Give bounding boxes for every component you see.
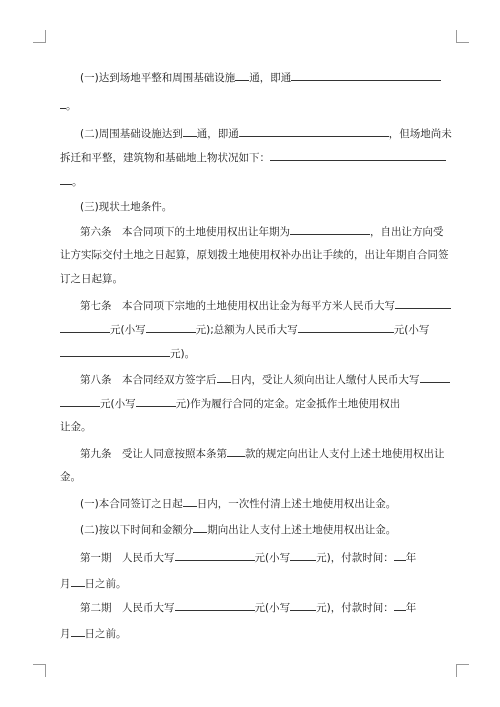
- clause-line: [60, 272, 123, 286]
- blank-field: [290, 600, 316, 611]
- clause-text: 月: [60, 578, 71, 590]
- clause-text: (二)周围基础设施达到: [80, 128, 183, 140]
- clause-text: 日内，一次性付清上述土地使用权出让金。: [196, 498, 397, 510]
- clause-text: 金。: [60, 471, 81, 483]
- clause-text: 第六条 本合同项下的土地使用权出让年期为: [80, 226, 290, 238]
- clause-line: [60, 322, 429, 336]
- clause-text: 元(小写: [254, 552, 291, 564]
- clause-text: 元)，付款时间：: [316, 602, 394, 614]
- clause-text: 元(小写: [100, 398, 136, 410]
- blank-field: [227, 446, 245, 457]
- crop-mark-bottom-right: [456, 664, 469, 677]
- clause-text: (三)现状土地条件。: [80, 201, 173, 213]
- blank-field: [60, 396, 100, 407]
- clause-text: 让金。: [60, 421, 92, 433]
- clause-text: 元)，付款时间：: [316, 552, 394, 564]
- clause-line: [80, 496, 396, 510]
- clause-text: 期向出让人支付上述土地使用权出让金。: [207, 524, 397, 536]
- blank-field: [290, 224, 370, 235]
- blank-field: [60, 174, 72, 185]
- clause-line: [60, 576, 127, 590]
- clause-text: 第八条 本合同经双方签字后: [80, 374, 217, 386]
- clause-line: [80, 224, 444, 238]
- clause-text: 元(小写: [393, 324, 430, 336]
- blank-field: [175, 550, 255, 561]
- clause-text: 。: [66, 100, 77, 112]
- clause-line: [80, 522, 396, 536]
- blank-field: [394, 600, 406, 611]
- clause-line: [60, 396, 400, 410]
- clause-text: 元(小写: [254, 602, 291, 614]
- crop-mark-top-right: [456, 30, 469, 43]
- blank-field: [175, 600, 255, 611]
- clause-text: (一)本合同签订之日起: [80, 498, 183, 510]
- clause-text: 日之前。: [84, 578, 127, 590]
- blank-field: [235, 70, 249, 81]
- clause-text: 第一期 人民币大写: [80, 552, 175, 564]
- clause-text: (二)按以下时间和金额分: [80, 524, 194, 536]
- blank-field: [239, 126, 389, 137]
- clause-line: [80, 550, 416, 564]
- clause-line: [60, 346, 195, 360]
- clause-line: [60, 150, 446, 164]
- clause-line: [60, 98, 77, 112]
- clause-line: [80, 200, 172, 214]
- blank-field: [217, 372, 231, 383]
- blank-field: [290, 550, 316, 561]
- clause-text: 通，即通: [249, 72, 292, 84]
- blank-field: [183, 496, 197, 507]
- clause-text: 款的规定向出让人支付上述土地使用权出让: [245, 448, 445, 460]
- blank-field: [420, 372, 450, 383]
- clause-text: 订之日起算。: [60, 273, 123, 285]
- blank-field: [71, 626, 85, 637]
- clause-text: ，但场地尚未: [388, 128, 452, 140]
- blank-field: [270, 150, 446, 161]
- blank-field: [71, 576, 85, 587]
- clause-line: [60, 626, 127, 640]
- clause-text: 让方实际交付土地之日起算，原划拨土地使用权补办出让手续的，出让年期自合同签: [60, 249, 449, 261]
- clause-text: 第七条 本合同项下宗地的土地使用权出让金为每平方米人民币大写: [80, 300, 395, 312]
- clause-text: (一)达到场地平整和周围基础设施: [80, 72, 236, 84]
- clause-line: [60, 174, 83, 188]
- clause-text: 拆迁和平整，建筑物和基础地上物状况如下：: [60, 152, 270, 164]
- blank-field: [60, 346, 170, 357]
- clause-text: 年: [405, 602, 417, 614]
- clause-text: 年: [405, 552, 417, 564]
- clause-line: [60, 420, 92, 434]
- crop-mark-bottom-left: [33, 664, 46, 677]
- clause-text: 月: [60, 628, 71, 640]
- blank-field: [60, 322, 110, 333]
- clause-text: 通，即通: [196, 128, 239, 140]
- clause-text: 元);总额为人民币大写: [195, 324, 298, 336]
- blank-field: [394, 550, 406, 561]
- clause-line: [60, 248, 449, 262]
- blank-field: [136, 396, 176, 407]
- clause-line: [80, 446, 445, 460]
- clause-text: 元)。: [170, 348, 196, 360]
- clause-text: 日之前。: [84, 628, 127, 640]
- clause-text: 元)作为履行合同的定金。定金抵作土地使用权出: [175, 398, 401, 410]
- clause-text: ，自出让方向受: [370, 226, 444, 238]
- clause-line: [80, 298, 451, 312]
- clause-line: [80, 372, 450, 386]
- blank-field: [395, 298, 451, 309]
- clause-text: 第九条 受让人同意按照本条第: [80, 448, 227, 460]
- blank-field: [183, 126, 197, 137]
- clause-line: [80, 600, 416, 614]
- clause-line: [80, 70, 441, 84]
- clause-line: [60, 470, 81, 484]
- blank-field: [298, 322, 394, 333]
- blank-field: [291, 70, 441, 81]
- clause-text: 元(小写: [110, 324, 146, 336]
- blank-field: [146, 322, 196, 333]
- blank-field: [193, 522, 207, 533]
- crop-mark-top-left: [33, 30, 46, 43]
- clause-text: 日内，受让人须向出让人缴付人民币大写: [230, 374, 420, 386]
- clause-line: [80, 126, 452, 140]
- clause-text: 第二期 人民币大写: [80, 602, 175, 614]
- clause-text: 。: [72, 176, 83, 188]
